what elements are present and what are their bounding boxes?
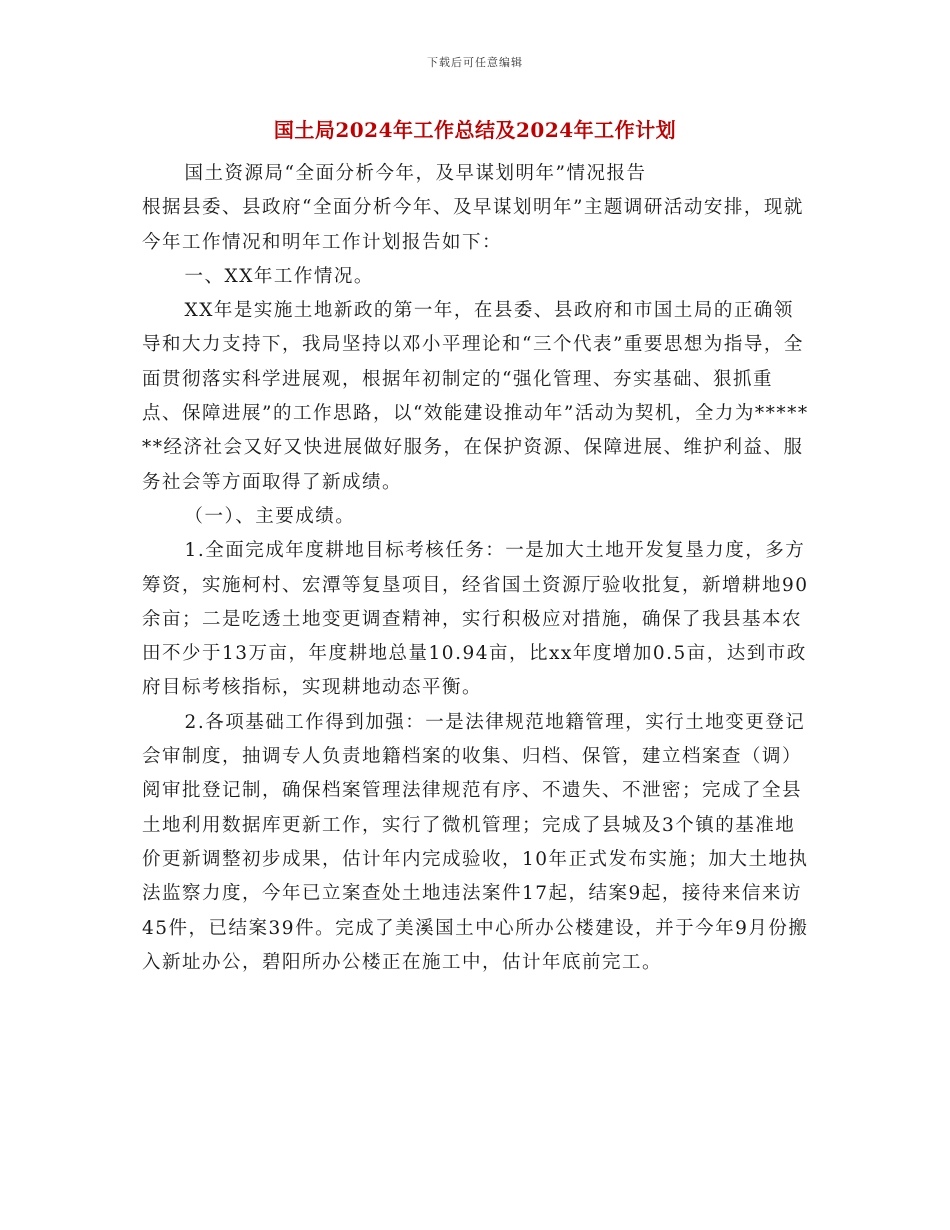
document-body	[142, 157, 810, 980]
section-heading-work-status: 一、XX年工作情况。	[184, 265, 374, 287]
header-note: 下载后可任意编辑	[427, 56, 523, 69]
achievement-paragraph-2: 2.各项基础工作得到加强：一是法律规范地籍管理，实行土地变更登记会审制度，抽调专人负责地籍档案的收集、归档、保管，建立档案查（调）阅审批登记制，确保档案管理法律规范有序、不遗失、不泄密；完成了全县土地利用数据库更新工作，实行了微机管理；完成了县城及3个镇的基准地价更新调整初步成果，估计年内完成验收，10年正式发布实施；加大土地执法监察力度，今年已立案查处土地违法案件17起，结案9起，接待来信来访45件，已结案39件。完成了美溪国土中心所办公楼建设，并于今年9月份搬入新址办公，碧阳所办公楼正在施工中，估计年底前完工。	[142, 711, 809, 973]
report-subtitle-paragraph: 国土资源局“全面分析今年，及早谋划明年”情况报告	[184, 163, 647, 184]
intro-paragraph: 根据县委、县政府“全面分析今年、及早谋划明年”主题调研活动安排，现就今年工作情况和明年工作计划报告如下：	[142, 197, 804, 253]
achievement-paragraph-1: 1.全面完成年度耕地目标考核任务：一是加大土地开发复垦力度，多方筹资，实施柯村、宏潭等复垦项目，经省国土资源厅验收批复，新增耕地90余亩；二是吃透土地变更调查精神，实行积极应对措施，确保了我县基本农田不少于13万亩，年度耕地总量10.94亩，比xx年度增加0.5亩，达到市政府目标考核指标，实现耕地动态平衡。	[142, 540, 809, 699]
subsection-heading-achievements: （一）、主要成绩。	[184, 505, 356, 527]
overview-paragraph: XX年是实施土地新政的第一年，在县委、县政府和市国土局的正确领导和大力支持下，我局坚持以邓小平理论和“三个代表”重要思想为指导，全面贯彻落实科学进展观，根据年初制定的“强化管理、夯实基础、狠抓重点、保障进展”的工作思路，以“效能建设推动年”活动为契机，全力为*******经济社会又好又快进展做好服务，在保护资源、保障进展、维护利益、服务社会等方面取得了新成绩。	[142, 300, 809, 493]
document-title: 国土局2024年工作总结及2024年工作计划	[273, 118, 677, 142]
